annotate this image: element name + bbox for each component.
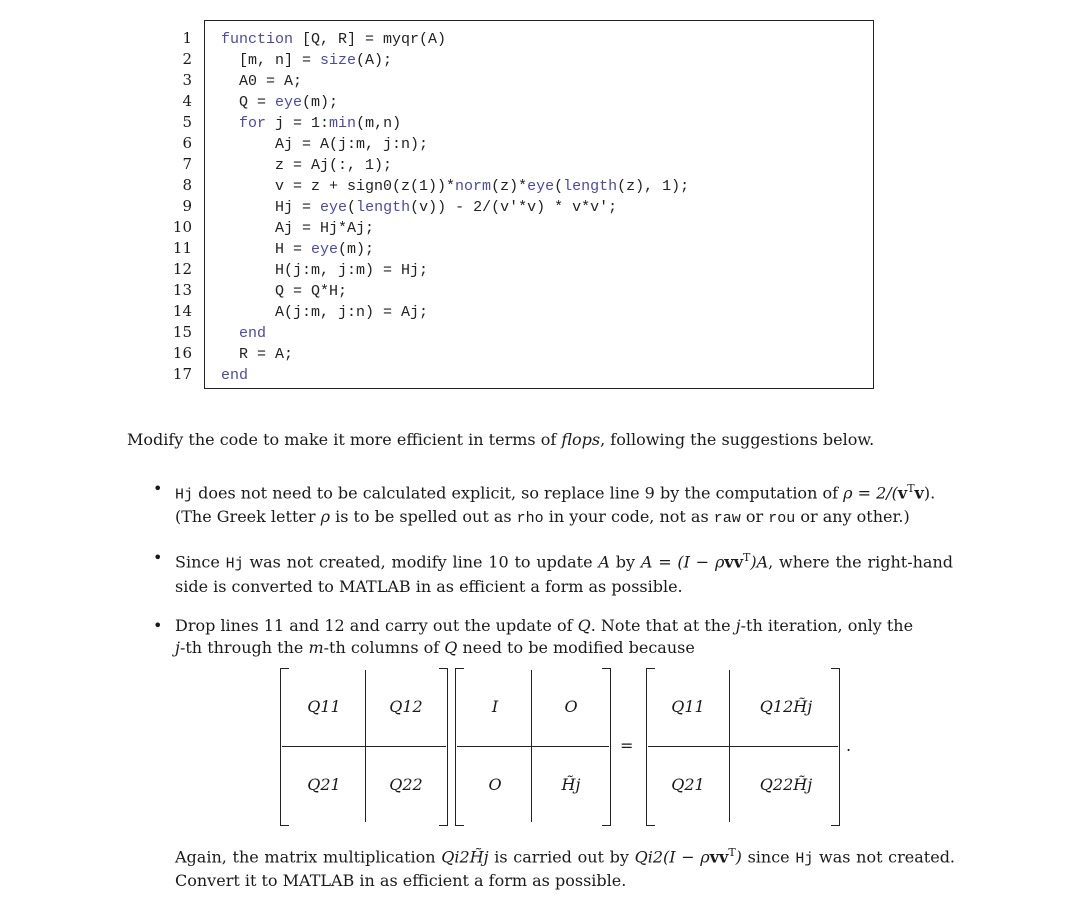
line-number: 9 bbox=[182, 197, 192, 215]
matrix-result bbox=[646, 668, 840, 824]
matrix-q bbox=[280, 668, 448, 824]
code-text: (z), 1); bbox=[617, 178, 690, 195]
code-text: (m); bbox=[338, 241, 375, 258]
line-number: 12 bbox=[172, 260, 192, 278]
code-text: (A); bbox=[356, 52, 393, 69]
line-number: 8 bbox=[182, 176, 192, 194]
bullet-icon: • bbox=[153, 615, 163, 635]
matrix-cell: Q21 bbox=[671, 775, 705, 794]
code-keyword: eye bbox=[320, 199, 348, 216]
code-text: ( bbox=[554, 178, 564, 195]
line-number: 7 bbox=[182, 155, 192, 173]
code-text: [Q, R] = myqr(A) bbox=[293, 31, 447, 48]
line-number: 16 bbox=[172, 344, 192, 362]
line-number: 5 bbox=[182, 113, 192, 131]
code-line bbox=[205, 50, 873, 71]
bullet-icon: • bbox=[153, 479, 163, 498]
code-text: Hj = bbox=[221, 199, 321, 216]
code-keyword: end bbox=[239, 325, 267, 342]
code-keyword: end bbox=[221, 367, 249, 384]
code-text: A(j:m, j:n) = Aj; bbox=[221, 304, 429, 321]
suggestion-2: • Since Hj was not created, modify line 10 to update A by A = (I − ρvv$^T$)A, where the right-hand side is converted to MATLAB in as efficient a form as possible. bbox=[153, 548, 953, 596]
line-number: 3 bbox=[182, 71, 192, 89]
block-matrix-equation bbox=[280, 668, 860, 824]
suggestion-3: • Drop lines 11 and 12 and carry out the update of Q. Note that at the j-th iteration, only the j-th through the m-th columns of Q need to be modified because bbox=[153, 615, 914, 657]
closing-paragraph: Again, the matrix multiplication Qi2H̃j is carried out by Qi2(I − ρvv$^T$) since Hj was not created. Convert it to MATLAB in as efficient a form as possible. bbox=[175, 846, 956, 891]
code-line bbox=[205, 197, 873, 218]
matrix-cell: Q12 bbox=[389, 697, 423, 716]
matrix-cell: Q21 bbox=[307, 775, 341, 794]
code-text: v = z + sign0(z(1))* bbox=[221, 178, 456, 195]
bullet-icon: • bbox=[153, 548, 163, 568]
code-text: z = Aj(:, 1); bbox=[221, 157, 393, 174]
code-text: [m, n] = bbox=[221, 52, 321, 69]
code-line bbox=[205, 281, 873, 302]
code-keyword: for bbox=[239, 115, 267, 132]
line-number: 1 bbox=[182, 29, 192, 47]
matrix-cell: Q22H̃j bbox=[759, 775, 813, 794]
code-line bbox=[205, 260, 873, 281]
code-line bbox=[205, 344, 873, 365]
code-line bbox=[205, 29, 873, 50]
code-text: ( bbox=[347, 199, 357, 216]
code-line bbox=[205, 323, 873, 344]
equals-sign: = bbox=[620, 736, 634, 755]
code-text bbox=[221, 325, 239, 342]
code-line bbox=[205, 239, 873, 260]
line-number: 13 bbox=[172, 281, 192, 299]
code-text: (z)* bbox=[491, 178, 528, 195]
code-keyword: eye bbox=[527, 178, 555, 195]
code-keyword: eye bbox=[311, 241, 339, 258]
code-line bbox=[205, 365, 873, 386]
line-number: 11 bbox=[172, 239, 192, 257]
code-keyword: length bbox=[563, 178, 618, 195]
code-keyword: norm bbox=[455, 178, 492, 195]
code-text: Q = bbox=[221, 94, 276, 111]
code-line bbox=[205, 71, 873, 92]
code-keyword: min bbox=[329, 115, 357, 132]
code-text: Aj = A(j:m, j:n); bbox=[221, 136, 429, 153]
code-keyword: eye bbox=[275, 94, 303, 111]
code-text: Q = Q*H; bbox=[221, 283, 348, 300]
matrix-cell: Q11 bbox=[307, 697, 341, 716]
code-text: R = A; bbox=[221, 346, 294, 363]
line-number: 14 bbox=[172, 302, 192, 320]
code-line bbox=[205, 155, 873, 176]
code-keyword: size bbox=[320, 52, 357, 69]
line-number: 15 bbox=[172, 323, 192, 341]
code-text: (v)) - 2/(v'*v) * v*v'; bbox=[410, 199, 618, 216]
code-text: H(j:m, j:m) = Hj; bbox=[221, 262, 429, 279]
code-line bbox=[205, 113, 873, 134]
matrix-cell: Q22 bbox=[389, 775, 423, 794]
code-line bbox=[205, 176, 873, 197]
matrix-h bbox=[455, 668, 611, 824]
code-keyword: length bbox=[356, 199, 411, 216]
line-number: 10 bbox=[172, 218, 192, 236]
code-text: Aj = Hj*Aj; bbox=[221, 220, 375, 237]
period: . bbox=[846, 736, 852, 755]
code-text: (m); bbox=[302, 94, 339, 111]
code-line bbox=[205, 218, 873, 239]
line-numbers bbox=[150, 28, 192, 385]
code-text: (m,n) bbox=[356, 115, 402, 132]
line-number: 17 bbox=[172, 365, 192, 383]
matrix-cell: H̃j bbox=[561, 775, 581, 794]
matrix-cell: Q12H̃j bbox=[759, 697, 813, 716]
code-text bbox=[221, 115, 239, 132]
code-line bbox=[205, 134, 873, 155]
matrix-cell: I bbox=[491, 697, 499, 716]
matrix-cell: Q11 bbox=[671, 697, 705, 716]
code-text: H = bbox=[221, 241, 312, 258]
matrix-cell: O bbox=[488, 775, 502, 794]
line-number: 2 bbox=[182, 50, 192, 68]
code-line bbox=[205, 302, 873, 323]
line-number: 6 bbox=[182, 134, 192, 152]
suggestion-1: • Hj does not need to be calculated explicit, so replace line 9 by the computation of $\rho = 2/(v^Tv)$. (The Greek letter ρ is to be spelled out as rho in your code, not as raw or rou or any other.) bbox=[153, 479, 936, 528]
code-text: j = 1: bbox=[266, 115, 330, 132]
code-box bbox=[204, 20, 874, 389]
suggestion-list bbox=[153, 478, 953, 676]
matrix-cell: O bbox=[564, 697, 578, 716]
intro-paragraph: Modify the code to make it more efficient in terms of flops, following the suggestions below. bbox=[127, 430, 875, 449]
code-text: A0 = A; bbox=[221, 73, 303, 90]
line-number: 4 bbox=[182, 92, 192, 110]
code-line bbox=[205, 92, 873, 113]
code-keyword: function bbox=[221, 31, 294, 48]
